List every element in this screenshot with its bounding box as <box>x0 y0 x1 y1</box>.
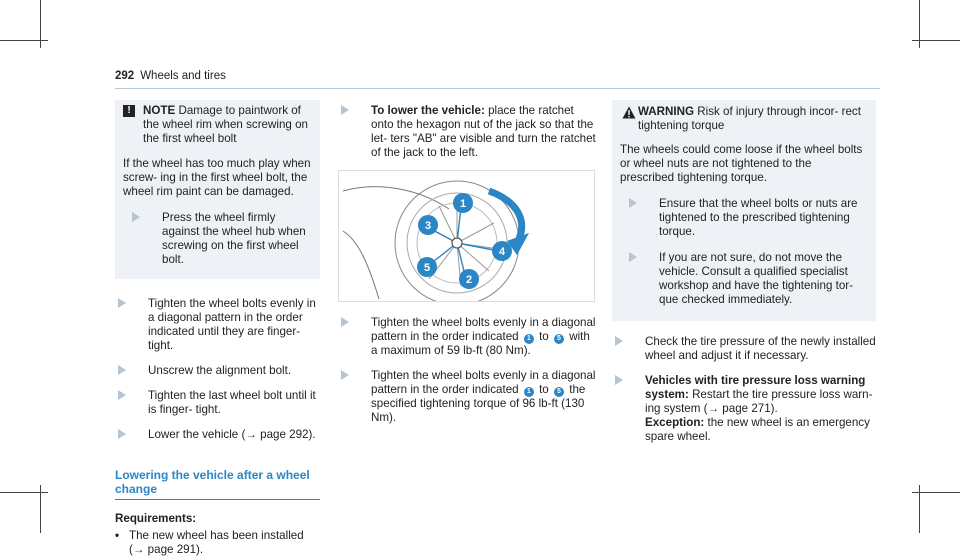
callout-badge: 5 <box>554 387 564 397</box>
step-arrow-icon <box>341 317 359 327</box>
requirement-item <box>115 529 320 557</box>
note-step-text: Press the wheel firmly against the wheel hub when screwing on the first wheel bolt. <box>162 211 306 266</box>
step-text: Tighten the wheel bolts evenly in a diagonal pattern in the order indicated 1 to 5 with a maximum of 59 lb-ft (80 Nm). <box>371 316 596 357</box>
chapter-title: Wheels and tires <box>140 70 226 82</box>
warning-triangle-icon <box>620 106 638 119</box>
step-arrow-icon <box>118 429 136 439</box>
crop-mark <box>912 492 960 493</box>
warning-step <box>620 251 868 307</box>
instruction-step <box>338 369 596 425</box>
crop-mark <box>0 492 48 493</box>
note-icon: ! <box>123 105 135 117</box>
instruction-step <box>115 364 320 378</box>
instruction-step <box>115 428 320 442</box>
step-text: Tighten the wheel bolts evenly in a diagonal pattern in the order indicated until they are finger-tight. <box>148 297 316 352</box>
step-arrow-icon <box>615 375 633 385</box>
step-text: Unscrew the alignment bolt. <box>148 364 292 377</box>
step-text: To lower the vehicle: place the ratchet onto the hexagon nut of the jack so that the let- ters "AB" are visible and turn the ratchet of the jack to the left. <box>371 104 596 159</box>
callout-2: 2 <box>465 274 473 286</box>
warning-box <box>612 100 876 321</box>
step-text: Tighten the wheel bolts evenly in a diagonal pattern in the order indicated 1 to 5 the specified tightening torque of 96 lb-ft (130 Nm). <box>371 369 596 424</box>
callout-badge: 5 <box>554 334 564 344</box>
callout-5: 5 <box>423 262 431 274</box>
warning-step-text: Ensure that the wheel bolts or nuts are tightened to the prescribed tightening torque. <box>659 197 858 238</box>
step-arrow-icon <box>341 105 359 115</box>
crop-mark <box>912 40 960 41</box>
note-body: If the wheel has too much play when screw- ing in the first wheel bolt, the wheel rim paint can be damaged. <box>123 157 311 198</box>
step-arrow-icon <box>118 365 136 375</box>
wheel-bolt-illustration <box>338 170 595 302</box>
warning-body: The wheels could come loose if the wheel bolts or wheel nuts are not tightened to the prescribed tightening torque. <box>620 143 863 184</box>
warning-step <box>620 197 868 239</box>
instruction-step <box>338 316 596 358</box>
instruction-step <box>612 335 876 363</box>
callout-badge: 1 <box>524 334 534 344</box>
column-3 <box>612 100 876 444</box>
header-rule <box>115 88 880 89</box>
callout-4: 4 <box>498 246 506 258</box>
instruction-step <box>115 389 320 417</box>
note-step <box>123 211 312 267</box>
instruction-step <box>338 104 596 160</box>
warning-step-text: If you are not sure, do not move the vehicle. Consult a qualified specialist workshop and have the tightening tor- que checked immediately. <box>659 251 853 306</box>
page-header <box>115 70 226 82</box>
warning-header <box>620 105 868 133</box>
step-text: Check the tire pressure of the newly installed wheel and adjust it if necessary. <box>645 335 876 362</box>
crop-mark <box>0 40 48 41</box>
bullet-icon: • <box>115 529 120 542</box>
callout-3: 3 <box>424 220 432 232</box>
page-number: 292 <box>115 70 135 82</box>
step-text: Lower the vehicle (→ page 292). <box>148 428 316 441</box>
note-header <box>123 104 312 146</box>
requirements-label: Requirements: <box>115 512 197 525</box>
step-arrow-icon <box>629 198 647 208</box>
wheel-illustration-svg <box>339 171 594 301</box>
step-arrow-icon <box>118 390 136 400</box>
column-2 <box>338 100 596 425</box>
step-text: Tighten the last wheel bolt until it is finger- tight. <box>148 389 316 416</box>
requirement-text: The new wheel has been installed (→ page 291). <box>129 529 304 556</box>
section-title: Lowering the vehicle after a wheel change <box>115 468 320 500</box>
step-arrow-icon <box>341 370 359 380</box>
warning-title: WARNING Risk of injury through incor- rect tightening torque <box>638 105 861 132</box>
note-box <box>115 100 320 279</box>
note-title: NOTE Damage to paintwork of the wheel rim when screwing on the first wheel bolt <box>143 104 308 145</box>
callout-1: 1 <box>459 198 467 210</box>
step-text: Vehicles with tire pressure loss warning system: Restart the tire pressure loss warn- ing system (→ page 271). Exception: the new wheel is an emergency spare wheel. <box>645 374 873 443</box>
step-arrow-icon <box>132 212 150 222</box>
step-arrow-icon <box>615 336 633 346</box>
callout-badge: 1 <box>524 387 534 397</box>
step-arrow-icon <box>629 252 647 262</box>
instruction-step <box>612 374 876 444</box>
column-1 <box>115 100 320 557</box>
instruction-step <box>115 297 320 353</box>
step-arrow-icon <box>118 298 136 308</box>
